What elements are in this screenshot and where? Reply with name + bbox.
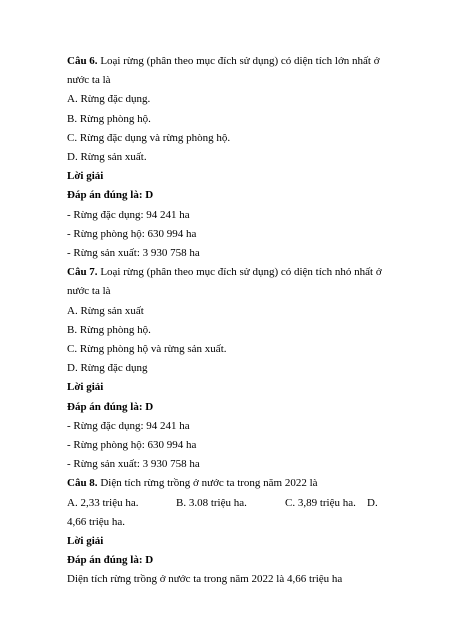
question-8-options — [67, 494, 397, 513]
question-8-option-c: C. 3,89 triệu ha. — [285, 496, 356, 509]
question-7-stem-cont: nước ta là — [67, 285, 111, 298]
question-7-text: Loại rừng (phân theo mục đích sử dụng) có diện tích nhỏ nhất ở — [97, 266, 382, 279]
question-8-text: Diện tích rừng trồng ở nước ta trong năm 2022 là — [97, 477, 318, 490]
question-7-solution-heading: Lời giải — [67, 381, 104, 394]
question-6-option-c: C. Rừng đặc dụng và rừng phòng hộ. — [67, 131, 231, 144]
question-7-option-c: C. Rừng phòng hộ và rừng sản xuất. — [67, 343, 227, 356]
question-6-detail: - Rừng sản xuất: 3 930 758 ha — [67, 247, 200, 260]
question-8 — [67, 474, 397, 589]
document-page — [67, 52, 397, 590]
question-8-option-d-cont: 4,66 triệu ha. — [67, 515, 126, 528]
question-8-explanation: Diện tích rừng trồng ở nước ta trong năm 2022 là 4,66 triệu ha — [67, 573, 343, 586]
question-6-stem — [67, 52, 397, 71]
question-8-stem — [67, 474, 397, 493]
question-6-option-d: D. Rừng sản xuất. — [67, 151, 147, 164]
question-8-solution-heading: Lời giải — [67, 535, 104, 548]
question-6-detail: - Rừng phòng hộ: 630 994 ha — [67, 227, 197, 240]
question-7-detail: - Rừng phòng hộ: 630 994 ha — [67, 439, 197, 452]
question-7-detail: - Rừng sản xuất: 3 930 758 ha — [67, 458, 200, 471]
question-7-label: Câu 7. — [67, 266, 98, 279]
question-7-option-d: D. Rừng đặc dụng — [67, 362, 148, 375]
question-8-option-a: A. 2,33 triệu ha. — [67, 496, 139, 509]
question-6-stem-cont: nước ta là — [67, 74, 111, 87]
question-6-option-b: B. Rừng phòng hộ. — [67, 112, 151, 125]
question-7-option-b: B. Rừng phòng hộ. — [67, 323, 151, 336]
question-7-stem — [67, 263, 397, 282]
question-6-text: Loại rừng (phân theo mục đích sử dụng) có diện tích lớn nhất ở — [97, 55, 380, 67]
question-6-solution-heading: Lời giải — [67, 170, 104, 183]
question-8-answer: Đáp án đúng là: D — [67, 554, 154, 567]
question-6-answer: Đáp án đúng là: D — [67, 189, 154, 202]
question-6-detail: - Rừng đặc dụng: 94 241 ha — [67, 208, 190, 221]
question-6 — [67, 52, 397, 263]
question-7 — [67, 263, 397, 474]
question-7-answer: Đáp án đúng là: D — [67, 400, 154, 413]
question-8-option-b: B. 3.08 triệu ha. — [176, 496, 247, 509]
question-7-option-a: A. Rừng sản xuất — [67, 304, 144, 317]
question-6-label: Câu 6. — [67, 55, 98, 67]
question-8-option-d: D. — [367, 496, 378, 509]
question-8-label: Câu 8. — [67, 477, 98, 490]
question-7-detail: - Rừng đặc dụng: 94 241 ha — [67, 419, 190, 432]
question-6-option-a: A. Rừng đặc dụng. — [67, 93, 151, 106]
